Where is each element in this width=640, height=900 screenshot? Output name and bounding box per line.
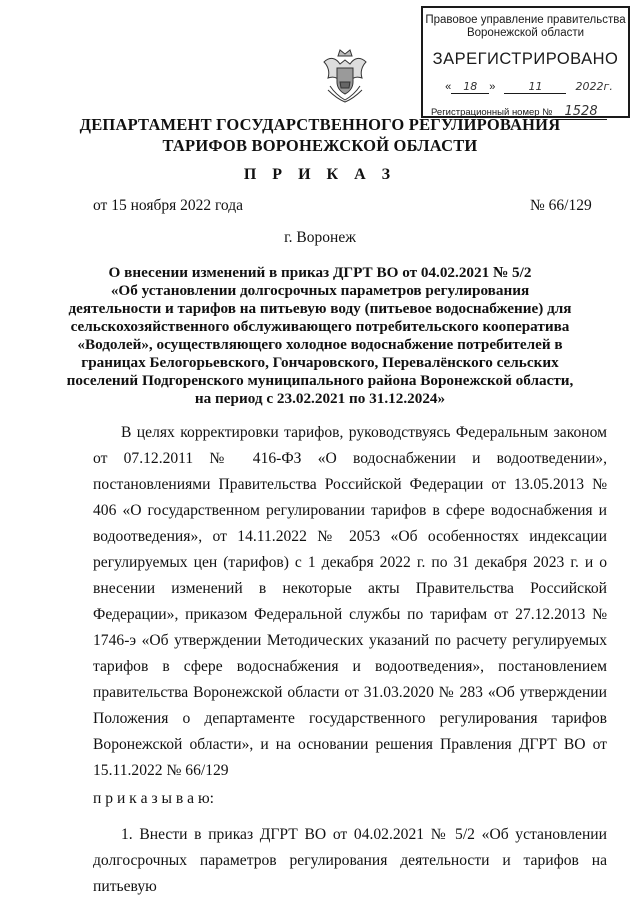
- stamp-org-line2: Воронежской области: [466, 27, 585, 39]
- stamp-date-day: 18: [451, 80, 489, 94]
- subject-line: О внесении изменений в приказ ДГРТ ВО от 04.02.2021 № 5/2: [108, 264, 532, 281]
- stamp-reg-number-label: Регистрационный номер №: [431, 107, 553, 118]
- city: г. Воронеж: [284, 229, 356, 246]
- order-number: № 66/129: [530, 197, 592, 214]
- stamp-date-month: 11: [504, 80, 566, 94]
- coat-of-arms-icon: [316, 46, 374, 104]
- subject-line: деятельности и тарифов на питьевую воду (питьевое водоснабжение) для: [68, 300, 572, 317]
- department-name-line2: ТАРИФОВ ВОРОНЕЖСКОЙ ОБЛАСТИ: [162, 136, 478, 155]
- order-body: [93, 420, 607, 900]
- stamp-date-year: 2022г.: [575, 80, 613, 93]
- department-name-line1: ДЕПАРТАМЕНТ ГОСУДАРСТВЕННОГО РЕГУЛИРОВАНИЯ: [79, 115, 561, 134]
- subject-line: «Об установлении долгосрочных параметров регулирования: [110, 282, 530, 299]
- registration-stamp: [421, 6, 630, 118]
- stamp-org-line1: Правовое управление правительства: [425, 14, 626, 26]
- stamp-date: « 18 » 11 2022г.: [445, 80, 613, 93]
- order-subject: [0, 264, 640, 408]
- document-type-title: П Р И К А З: [243, 166, 397, 183]
- preamble-paragraph: В целях корректировки тарифов, руководствуясь Федеральным законом от 07.12.2011 № 416-ФЗ «О водоснабжении и водоотведении», постановлениями Правительства Российской Федерации от 13.05.2013 № 406 «О государственном регулировании тарифов в сфере водоснабжения и водоотведения», от 14.11.2022 № 2053 «Об особенностях индексации регулируемых цен (тарифов) с 1 декабря 2022 г. по 31 декабря 2023 г. и о внесении изменений в некоторые акты Правительства Российской Федерации», приказом Федеральной службы по тарифам от 27.12.2013 № 1746-э «Об утверждении Методических указаний по расчету регулируемых тарифов в сфере водоснабжения и водоотведения», постановлением правительства Воронежской области от 31.03.2020 № 283 «Об утверждении Положения о департаменте государственного регулирования тарифов Воронежской области», и на основании решения Правления ДГРТ ВО от 15.11.2022 № 66/129: [93, 424, 607, 779]
- subject-line: поселений Подгоренского муниципального района Воронежской области,: [66, 372, 574, 389]
- subject-line: на период с 23.02.2021 по 31.12.2024»: [194, 390, 446, 407]
- item-1-paragraph: 1. Внести в приказ ДГРТ ВО от 04.02.2021 № 5/2 «Об установлении долгосрочных параметров регулирования деятельности и тарифов на питьевую: [93, 826, 607, 895]
- subject-line: «Водолей», осуществляющего холодное водоснабжение потребителей в: [77, 336, 563, 353]
- order-word: п р и к а з ы в а ю:: [93, 790, 214, 807]
- subject-line: сельскохозяйственного обслуживающего потребительского кооператива: [70, 318, 570, 335]
- subject-line: границах Белогорьевского, Гончаровского, Перевалёнского сельских: [81, 354, 559, 371]
- stamp-registered: ЗАРЕГИСТРИРОВАНО: [432, 50, 619, 68]
- order-date: от 15 ноября 2022 года: [93, 197, 244, 214]
- stamp-reg-number: 1528: [555, 104, 607, 120]
